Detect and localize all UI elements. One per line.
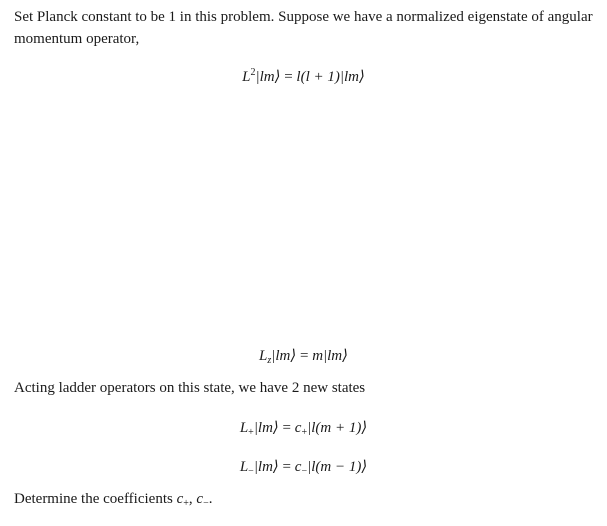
intro-paragraph: Set Planck constant to be 1 in this problem. Suppose we have a normalized eigenstate of angular momentum operator,: [14, 9, 593, 47]
rhs: |l(m + 1)⟩: [307, 420, 368, 436]
coefficient-subscript: −: [301, 466, 308, 477]
equation-l-squared: [0, 67, 607, 87]
ket: |lm⟩: [253, 420, 279, 436]
coefficient-minus-subscript: −: [203, 498, 209, 509]
rhs: m|lm⟩: [312, 348, 348, 364]
ladder-paragraph: Acting ladder operators on this state, we have 2 new states: [14, 380, 366, 396]
coefficient-plus-subscript: +: [183, 498, 189, 509]
question-suffix: .: [208, 491, 213, 507]
ket: |lm⟩: [271, 348, 297, 364]
rhs: l(l + 1)|lm⟩: [296, 69, 365, 85]
ket: |lm⟩: [253, 459, 279, 475]
coefficient: c: [294, 459, 302, 475]
equation-l-minus: [0, 457, 607, 477]
coefficient-plus: c: [176, 491, 184, 507]
operator-symbol: L: [258, 348, 268, 364]
coefficient: c: [294, 420, 302, 436]
operator-symbol: L: [239, 420, 249, 436]
coefficient-subscript: +: [301, 427, 308, 438]
equation-l-z: [0, 346, 607, 366]
coefficient-minus: c: [196, 491, 204, 507]
question-prefix: Determine the coefficients: [14, 491, 177, 507]
rhs: |l(m − 1)⟩: [307, 459, 368, 475]
operator-symbol: L: [239, 459, 249, 475]
subscript: z: [267, 355, 272, 366]
equals-sign: =: [278, 420, 295, 436]
equals-sign: =: [280, 69, 297, 85]
ket: |lm⟩: [255, 69, 281, 85]
equals-sign: =: [296, 348, 313, 364]
equals-sign: =: [278, 459, 295, 475]
operator-symbol: L: [242, 69, 251, 85]
question-paragraph: [14, 488, 594, 510]
subscript: −: [248, 466, 254, 477]
superscript: 2: [250, 67, 256, 78]
separator: ,: [188, 491, 197, 507]
subscript: +: [248, 427, 254, 438]
equation-l-plus: [0, 418, 607, 438]
